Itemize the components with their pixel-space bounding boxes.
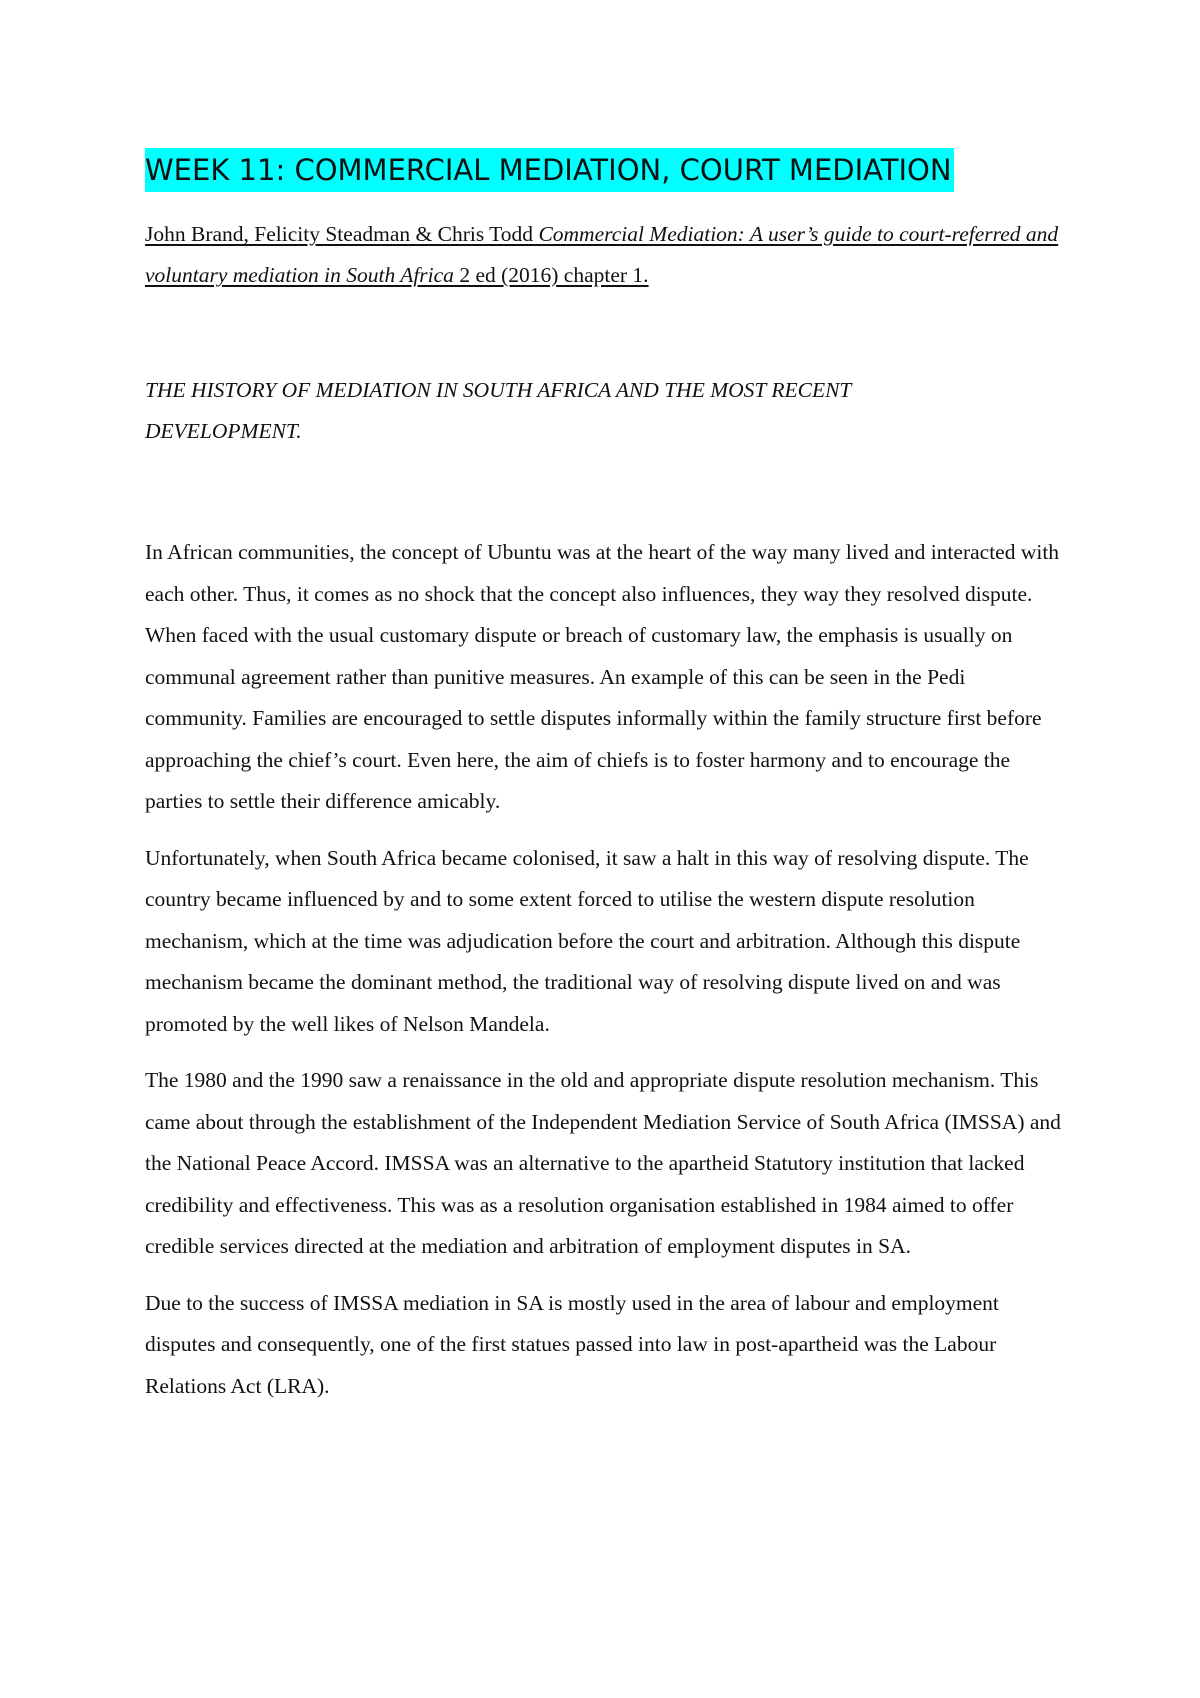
paragraph-colonisation: Unfortunately, when South Africa became colonised, it saw a halt in this way of resolving dispute. The country became influenced by and to some extent forced to utilise the western dispute resolution mechanism, which at the time was adjudication before the court and arbitration. Although this dispute mechanism became the dominant method, the traditional way of resolving dispute lived on and was promoted by the well likes of Nelson Mandela. <box>145 845 1029 1036</box>
document-content <box>145 148 1065 1407</box>
citation-book-title: Commercial Mediation: A user’s guide to court-referred and voluntary mediation in South Africa <box>145 222 1059 287</box>
section-subtitle: THE HISTORY OF MEDIATION IN SOUTH AFRICA AND THE MOST RECENT DEVELOPMENT. <box>145 378 851 443</box>
citation-authors: John Brand, Felicity Steadman & Chris Todd <box>145 222 539 246</box>
paragraph-imssa: The 1980 and the 1990 saw a renaissance in the old and appropriate dispute resolution mechanism. This came about through the establishment of the Independent Mediation Service of South Africa (IMSSA) and the National Peace Accord. IMSSA was an alternative to the apartheid Statutory institution that lacked credibility and effectiveness. This was as a resolution organisation established in 1984 aimed to offer credible services directed at the mediation and arbitration of employment disputes in SA. <box>145 1068 1061 1258</box>
paragraph-ubuntu: In African communities, the concept of Ubuntu was at the heart of the way many lived and interacted with each other. Thus, it comes as no shock that the concept also influences, they way they resolved dispute. When faced with the usual customary dispute or breach of customary law, the emphasis is usually on communal agreement rather than punitive measures. An example of this can be seen in the Pedi community. Families are encouraged to settle disputes informally within the family structure first before approaching the chief’s court. Even here, the aim of chiefs is to foster harmony and to encourage the parties to settle their difference amicably. <box>145 540 1060 813</box>
paragraph-lra: Due to the success of IMSSA mediation in SA is mostly used in the area of labour and employment disputes and consequently, one of the first statues passed into law in post-apartheid was the Labour Relations Act (LRA). <box>145 1290 999 1398</box>
page-title: WEEK 11: COMMERCIAL MEDIATION, COURT MEDIATION <box>145 148 954 192</box>
citation-reference <box>145 214 1065 296</box>
citation-edition: 2 ed (2016) chapter 1. <box>453 263 649 287</box>
